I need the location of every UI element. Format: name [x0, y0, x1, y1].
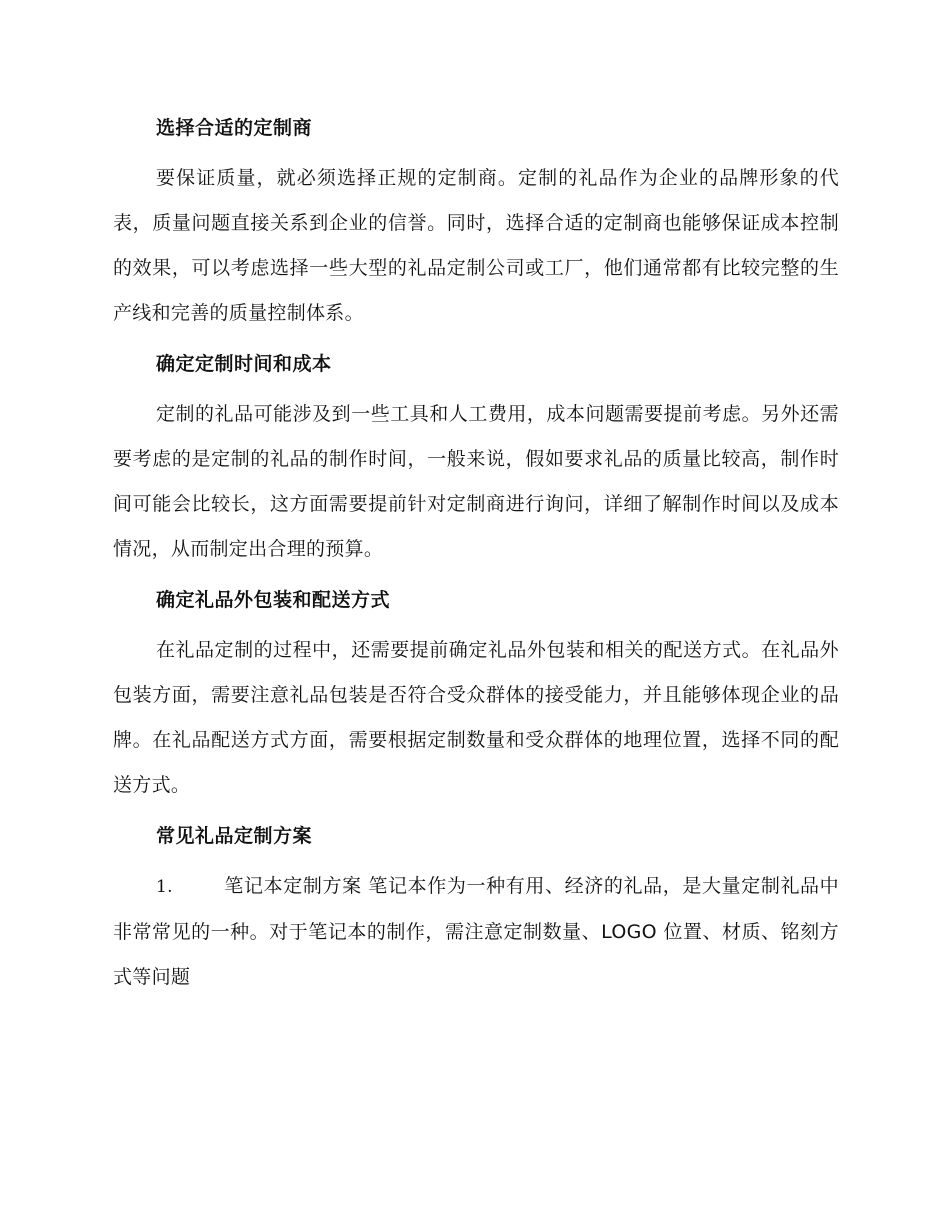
document-body	[113, 112, 839, 1000]
list-item-text: 笔记本定制方案 笔记本作为一种有用、经济的礼品，是大量定制礼品中非常常见的一种。对于笔记本的制作，需注意定制数量、LOGO 位置、材质、铭刻方式等问题	[113, 875, 839, 988]
paragraph-packaging-delivery: 在礼品定制的过程中，还需要提前确定礼品外包装和相关的配送方式。在礼品外包装方面，需要注意礼品包装是否符合受众群体的接受能力，并且能够体现企业的品牌。在礼品配送方式方面，需要根据定制数量和受众群体的地理位置，选择不同的配送方式。	[113, 639, 839, 796]
section-heading-packaging-delivery: 确定礼品外包装和配送方式	[156, 589, 391, 611]
section-heading-time-cost: 确定定制时间和成本	[156, 353, 332, 375]
section-heading-common-plans: 常见礼品定制方案	[156, 825, 313, 847]
paragraph-choose-supplier: 要保证质量，就必须选择正规的定制商。定制的礼品作为企业的品牌形象的代表，质量问题直接关系到企业的信誉。同时，选择合适的定制商也能够保证成本控制的效果，可以考虑选择一些大型的礼品定制公司或工厂，他们通常都有比较完整的生产线和完善的质量控制体系。	[113, 167, 839, 324]
section-heading-choose-supplier: 选择合适的定制商	[156, 117, 313, 139]
list-item-number: 1.	[156, 877, 173, 897]
list-item	[113, 864, 839, 1000]
paragraph-time-cost: 定制的礼品可能涉及到一些工具和人工费用，成本问题需要提前考虑。另外还需要考虑的是定制的礼品的制作时间，一般来说，假如要求礼品的质量比较高，制作时间可能会比较长，这方面需要提前针对定制商进行询问，详细了解制作时间以及成本情况，从而制定出合理的预算。	[113, 403, 839, 560]
